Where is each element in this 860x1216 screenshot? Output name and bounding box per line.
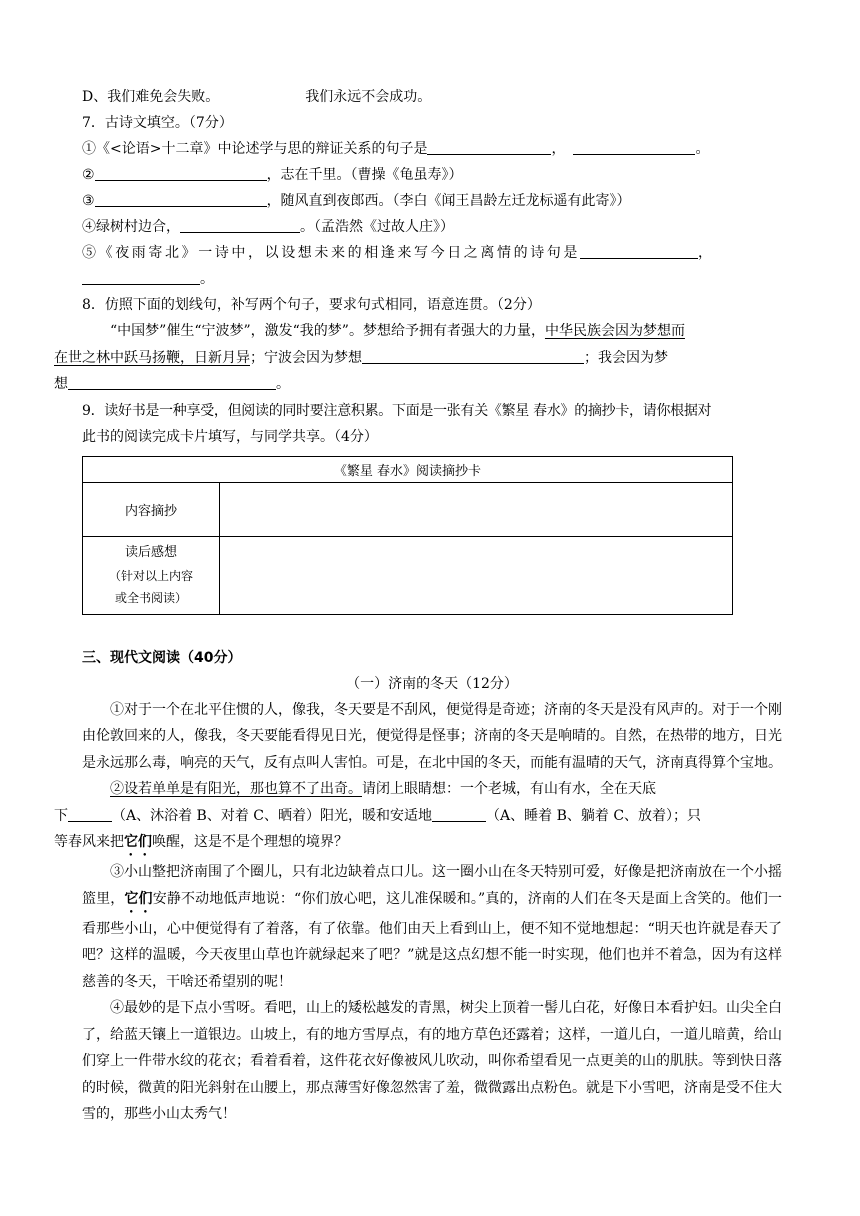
q7-item-5-cont: 。	[82, 266, 782, 292]
answer-blank[interactable]	[432, 805, 486, 822]
card-excerpt-field[interactable]	[220, 482, 733, 536]
answer-blank[interactable]	[362, 347, 584, 364]
answer-blank[interactable]	[427, 138, 551, 155]
card-title: 《繁星 春水》阅读摘抄卡	[83, 456, 733, 482]
section-heading: 三、现代文阅读（40分）	[82, 649, 242, 666]
q7-item-3: ③ ，随风直到夜郎西。（李白《闻王昌龄左迁龙标遥有此寄》）	[82, 188, 782, 214]
answer-blank[interactable]	[580, 242, 698, 259]
passage-paragraph-1: ①对于一个在北平住惯的人，像我，冬天要是不刮风，便觉得是奇迹；济南的冬天是没有风声的。对于一个刚由伦敦回来的人，像我，冬天要能看得见日光，便觉得是怪事；济南的冬天是响晴的。自然，在热带的地方，日光是永远那么毒，响亮的天气，反有点叫人害怕。可是，在北中国的冬天，而能有温晴的天气，济南真得算个宝地。	[82, 701, 782, 771]
passage-paragraph-2: ②设若单单是有阳光，那也算不了出奇。请闭上眼睛想：一个老城，有山有水，全在天底 下 （A、沐浴着 B、对着 C、晒着）阳光，暖和安适地 （A、睡着 B、躺着 C、放着）；只 等春风来把它们唤醒，这是不是个理想的境界？	[54, 781, 702, 850]
answer-blank[interactable]	[95, 190, 267, 207]
answer-blank[interactable]	[95, 164, 267, 181]
exam-page	[54, 84, 783, 1128]
q7-title: 7．古诗文填空。（7分）	[82, 115, 233, 131]
q8-text: “中国梦”催生“宁波梦”，激发“我的梦”。梦想给予拥有者强大的力量，中华民族会因为梦想而 在世之林中跃马扬鞭，日新月异；宁波会因为梦想 ；我会因为梦 想 。	[54, 323, 685, 392]
passage-paragraph-3: ③小山整把济南围了个圈儿，只有北边缺着点口儿。这一圈小山在冬天特别可爱，好像是把济南放在一个小摇篮里，它们安静不动地低声地说：“你们放心吧，这儿准保暖和。”真的，济南的人们在冬天是面上含笑的。他们一看那些小山，心中便觉得有了着落，有了依靠。他们由天上看到山上，便不知不觉地想起：“明天也许就是春天了吧？这样的温暖，今天夜里山草也许就绿起来了吧？”就是这点幻想不能一时实现，他们也并不着急，因为有这样慈善的冬天，干啥还希望别的呢！	[82, 864, 783, 990]
q6-option-d: D、我们难免会失败。 我们永远不会成功。	[82, 89, 432, 105]
q8-title: 8．仿照下面的划线句，补写两个句子，要求句式相同，语意连贯。（2分）	[82, 297, 541, 313]
answer-blank[interactable]	[573, 138, 695, 155]
q7-item-1: ①《<论语>十二章》中论述学与思的辩证关系的句子是 ， 。	[82, 136, 782, 162]
answer-blank[interactable]	[68, 805, 112, 822]
card-label-excerpt: 内容摘抄	[83, 482, 220, 536]
passage-title: （一）济南的冬天（12分）	[346, 675, 518, 692]
q7-item-4: ④绿树村边合， 。（孟浩然《过故人庄》）	[82, 214, 782, 240]
q7-item-5: ⑤《夜雨寄北》一诗中，以设想未来的相逢来写今日之离情的诗句是 ，	[82, 240, 782, 266]
card-reflection-field[interactable]	[220, 536, 733, 614]
reading-card	[82, 456, 733, 615]
answer-blank[interactable]	[180, 216, 300, 233]
q9-title-1: 9．读好书是一种享受，但阅读的同时要注意积累。下面是一张有关《繁星 春水》的摘抄卡，请你根据对	[82, 402, 712, 419]
q9-title-2: 此书的阅读完成卡片填写，与同学共享。（4分）	[82, 428, 378, 445]
passage-paragraph-4: ④最妙的是下点小雪呀。看吧，山上的矮松越发的青黑，树尖上顶着一髻儿白花，好像日本看护妇。山尖全白了，给蓝天镶上一道银边。山坡上，有的地方雪厚点，有的地方草色还露着；这样，一道儿白，一道儿暗黄，给山们穿上一件带水纹的花衣；看着看着，这件花衣好像被风儿吹动，叫你希望看见一点更美的山的肌肤。等到快日落的时候，微黄的阳光斜射在山腰上，那点薄雪好像忽然害了羞，微微露出点粉色。就是下小雪吧，济南是受不住大雪的，那些小山太秀气！	[82, 1000, 782, 1122]
answer-blank[interactable]	[82, 268, 200, 285]
q7-item-2: ② ，志在千里。（曹操《龟虽寿》）	[82, 162, 782, 188]
card-label-reflection: 读后感想 （针对以上内容 或全书阅读）	[83, 536, 220, 614]
answer-blank[interactable]	[68, 373, 276, 390]
